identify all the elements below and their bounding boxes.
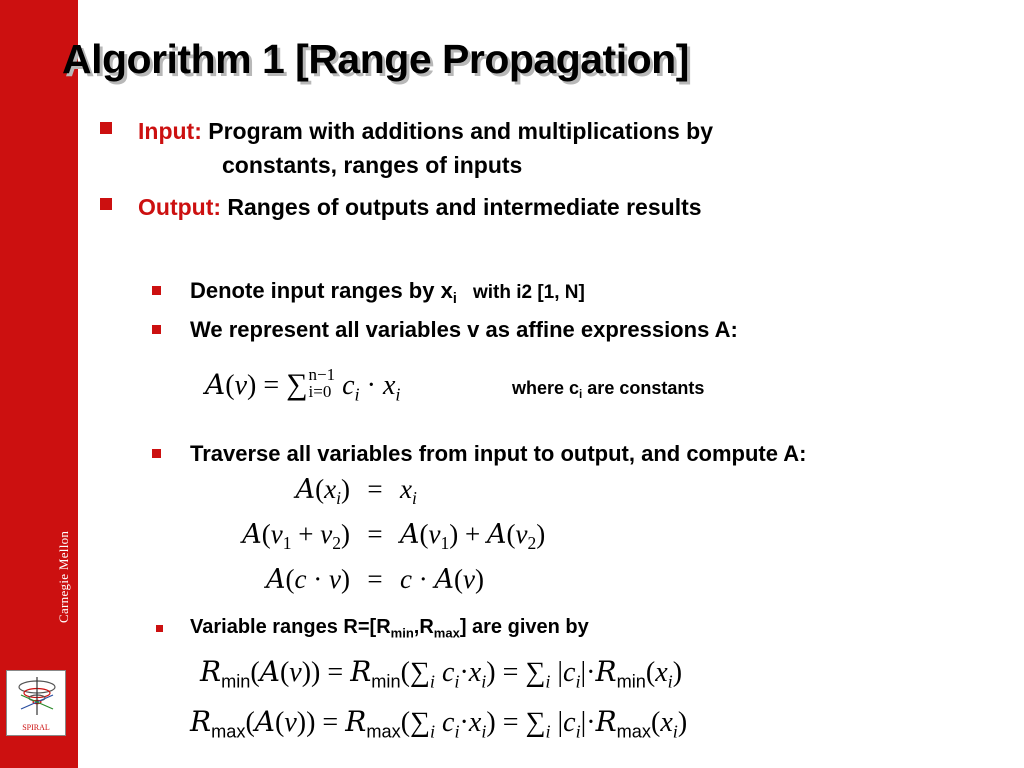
bullet-square-icon — [152, 325, 161, 334]
propagation-rules — [200, 474, 630, 595]
affine-lhs: A(v) = — [205, 368, 287, 401]
ranges-sub-max: max — [433, 625, 460, 641]
bullet-square-icon — [156, 625, 163, 632]
bullet-square-icon — [152, 286, 161, 295]
rule-3-equals: = — [367, 564, 383, 595]
bullet-variable-ranges — [190, 616, 589, 641]
slide-title: Algorithm 1 [Range Propagation] — [62, 36, 689, 82]
variable-x: x — [382, 370, 396, 401]
rule-1-rhs: $x_i$ — [400, 474, 417, 509]
denote-subscript: i — [452, 291, 457, 307]
bullet-input-text: Program with additions and multiplications by — [208, 118, 714, 144]
bullet-input-continuation: constants, ranges of inputs — [222, 152, 523, 178]
bullet-square-icon — [100, 122, 112, 134]
rule-2-lhs: $A(v_1 + v_2)$ — [242, 519, 350, 554]
ranges-text-a: Variable ranges R=[R — [190, 616, 391, 638]
coefficient-subscript: i — [354, 384, 360, 405]
bullet-traverse: Traverse all variables from input to output, and compute A: — [190, 441, 807, 466]
affine-formula: A(v) = ∑ n−1 i=0 $c_i \cdot x_i$ — [205, 364, 401, 405]
ranges-sub-min: min — [390, 625, 414, 641]
coefficient: c — [342, 370, 355, 401]
rule-2-equals: = — [367, 519, 383, 550]
bullet-input — [138, 118, 713, 145]
bullet-input-label: Input: — [138, 118, 202, 144]
sidebar-university-text: Carnegie Mellon — [56, 530, 71, 624]
rule-1-equals: = — [367, 474, 383, 504]
where-note — [512, 378, 704, 401]
range-max-formula: $R_{max}(A(v)) = R_{max}(\sum_i$ $c_i\cdot x_i) = \sum_i$ $|c_i|\cdot R_{max}(x_i)$ — [190, 705, 688, 742]
rule-2-rhs: $A(v_1) + A(v_2)$ — [400, 519, 546, 554]
denote-text: Denote input ranges by x — [190, 278, 453, 303]
denote-index-range: with i2 [1, N] — [472, 282, 585, 303]
spiral-logo-text: SPIRAL — [22, 723, 50, 732]
bullet-output-text: Ranges of outputs and intermediate results — [227, 194, 702, 220]
bullet-output — [138, 194, 702, 221]
bullet-denote-ranges — [190, 278, 585, 307]
bullet-square-icon — [100, 198, 112, 210]
where-text: where c — [512, 378, 580, 398]
rule-1-lhs: $A(x_i)$ — [295, 474, 350, 509]
sum-lower-limit: i=0 — [308, 381, 332, 401]
ranges-text-b: ,R — [413, 616, 434, 638]
spiral-logo-icon — [11, 675, 63, 717]
ranges-text-c: ] are given by — [459, 616, 589, 638]
sum-upper-limit: n−1 — [308, 364, 336, 384]
variable-subscript: i — [395, 384, 401, 405]
rule-3-lhs: A(c · v) — [266, 564, 350, 596]
where-subscript: i — [579, 388, 583, 402]
bullet-output-label: Output: — [138, 194, 222, 220]
sidebar-band — [0, 0, 78, 768]
spiral-logo — [6, 670, 66, 736]
bullet-square-icon — [152, 449, 161, 458]
where-text-end: are constants — [582, 378, 705, 398]
range-min-formula: $R_{min}(A(v)) = R_{min}(\sum_i$ $c_i\cdot x_i) = \sum_i$ $|c_i|\cdot R_{min}(x_i)$ — [200, 655, 683, 692]
times-dot: · — [359, 370, 383, 401]
bullet-affine: We represent all variables v as affine expressions A: — [190, 317, 738, 342]
rule-3-rhs: c · A(v) — [400, 564, 484, 596]
